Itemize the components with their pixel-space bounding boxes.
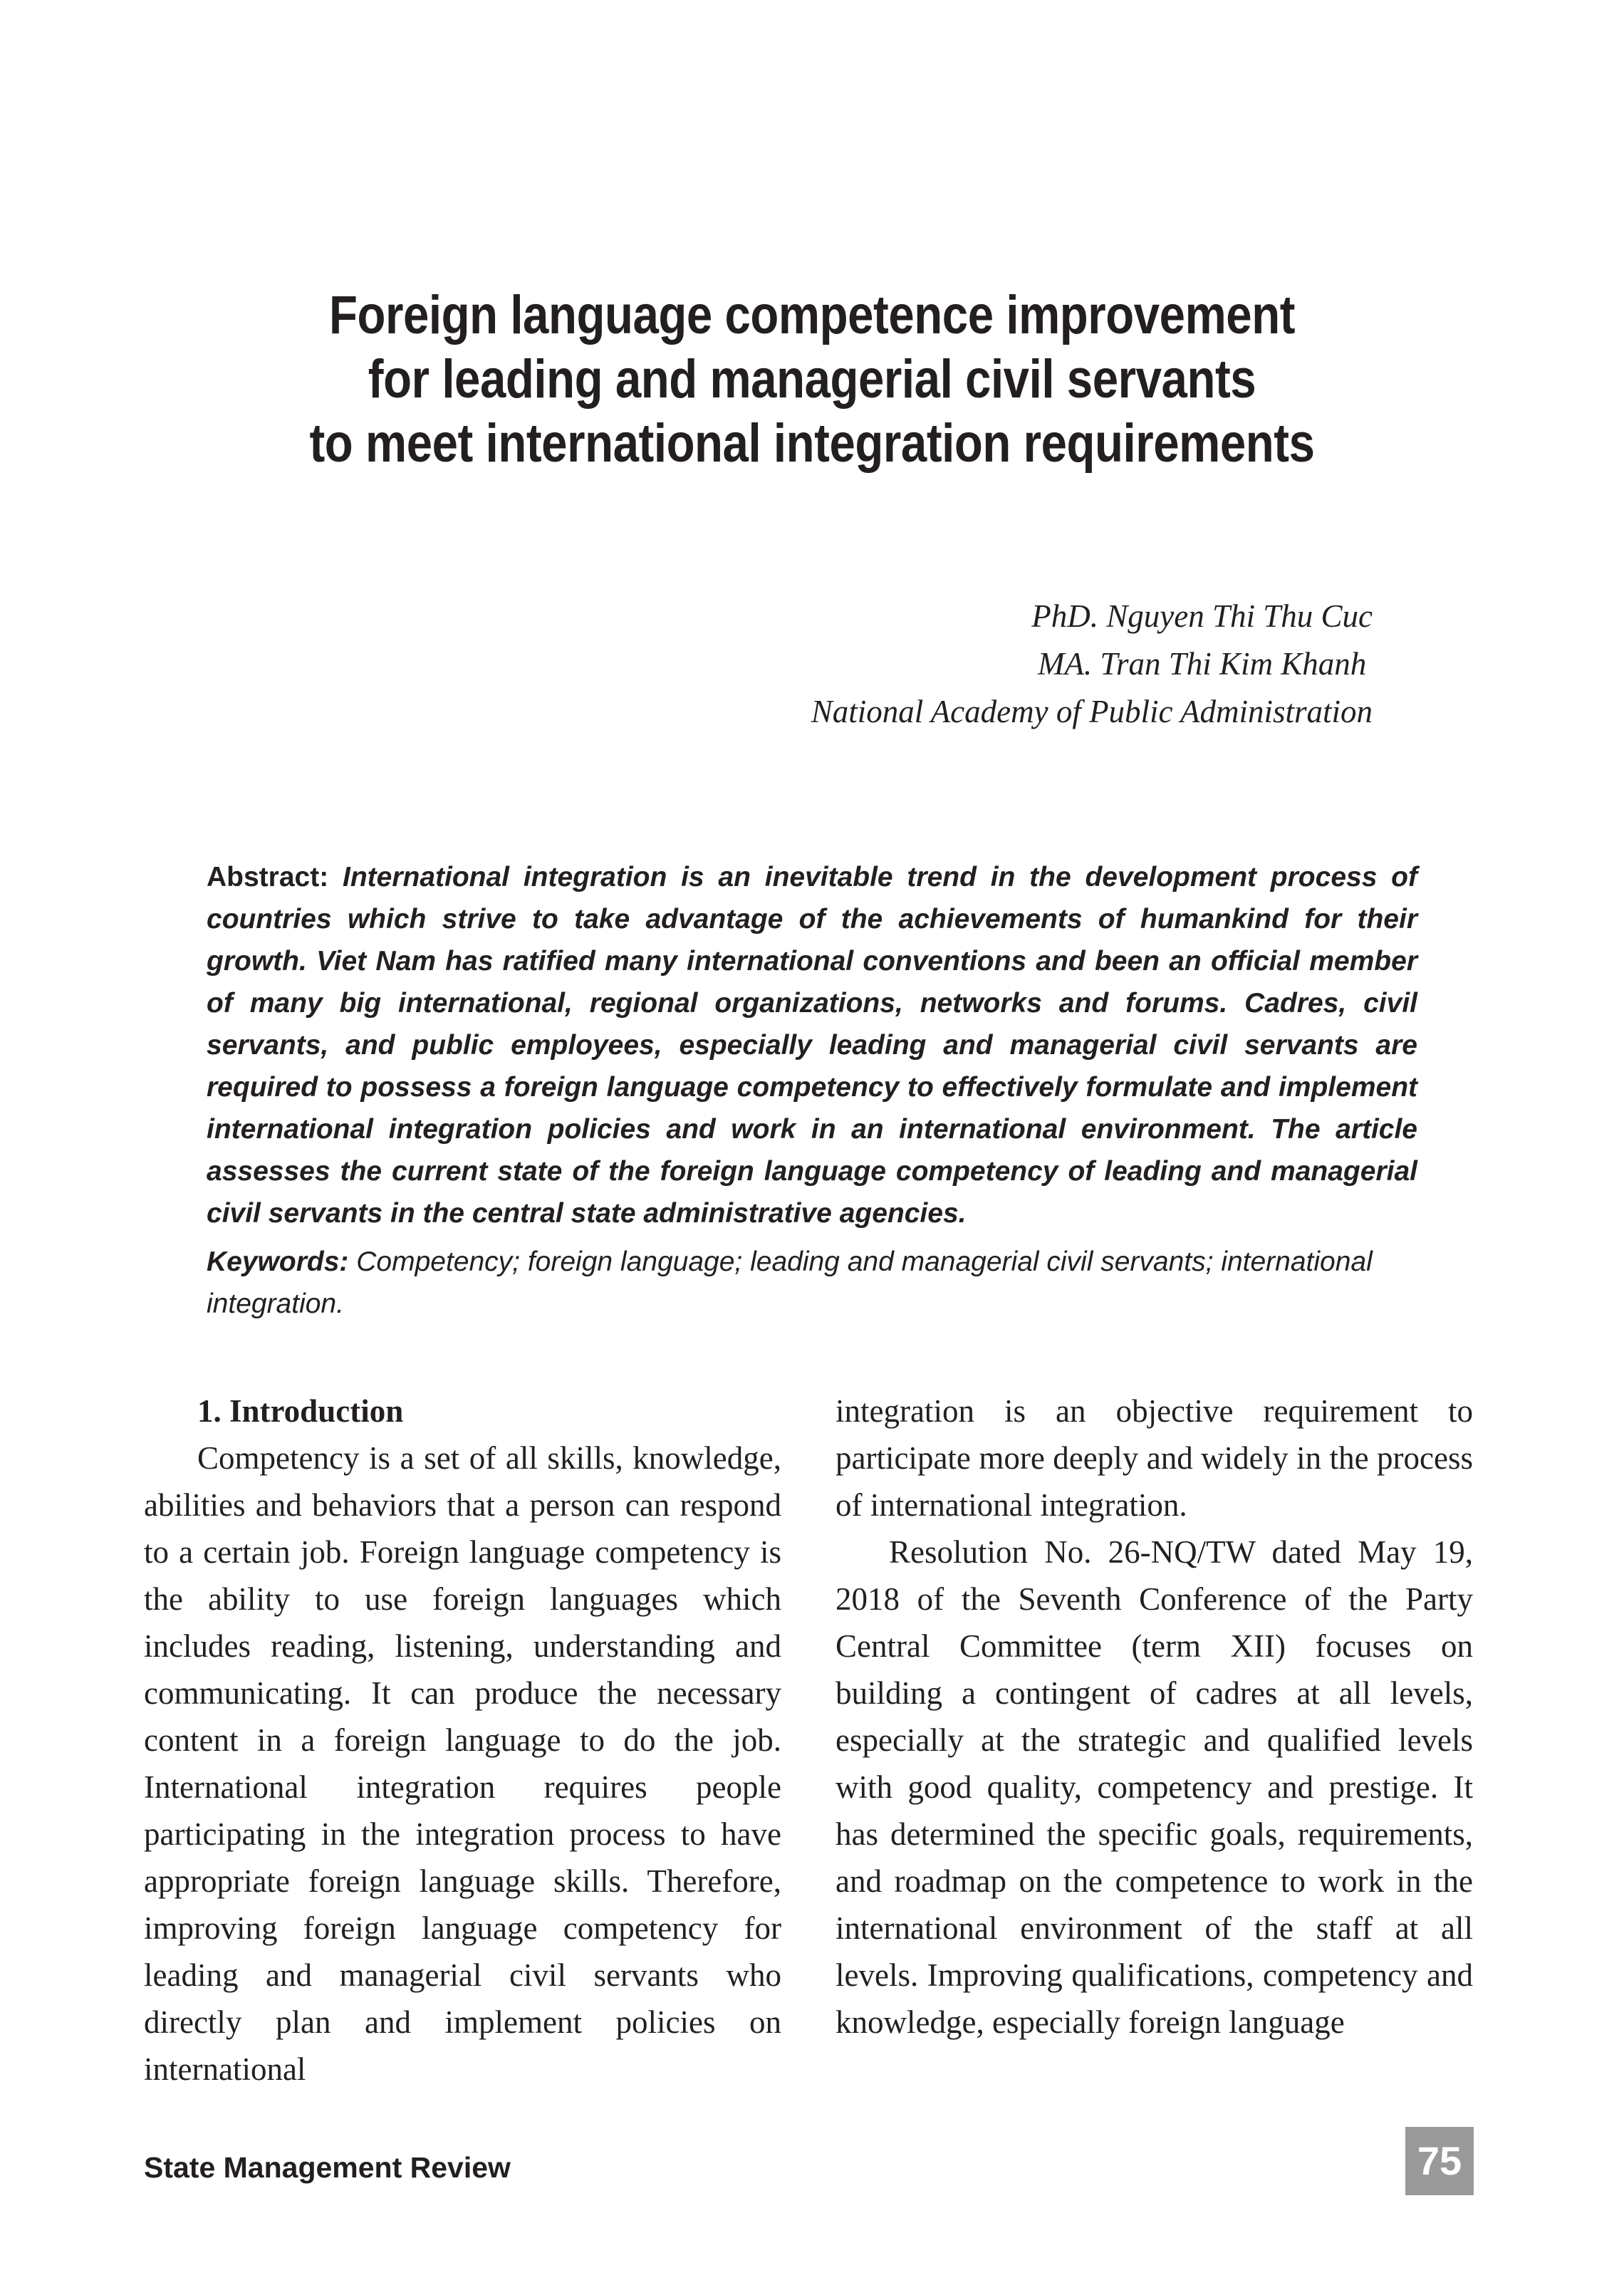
abstract-text: International integration is an inevitable trend in the development process of countries which strive to take advantage of the achievements of humankind for their growth. Viet Nam has ratified many international conventions and been an official member of many big international, regional organizations, networks and forums. Cadres, civil servants, and public employees, especially leading and managerial civil servants are required to possess a foreign language competency to effectively formulate and implement international integration policies and work in an international environment. The article assesses the current state of the foreign language competency of leading and managerial civil servants in the central state administrative agencies. (207, 862, 1417, 1229)
paragraph: integration is an objective requirement to participate more deeply and widely in the process of international integration. (836, 1393, 1473, 1523)
left-column (144, 1388, 781, 2093)
author-2: MA. Tran Thi Kim Khanh (1037, 646, 1367, 682)
section-heading-introduction: 1. Introduction (197, 1393, 404, 1429)
page-number: 75 (1405, 2127, 1474, 2195)
author-affiliation: National Academy of Public Administration (811, 694, 1373, 729)
paragraph: Resolution No. 26-NQ/TW dated May 19, 2018 of the Seventh Conference of the Party Central Committee (term XII) focuses on building a contingent of cadres at all levels, especially at the strategic and qualified levels with good quality, competency and prestige. It has determined the specific goals, requirements, and roadmap on the competence to work in the international environment of the staff at all levels. Improving qualifications, competency and knowledge, especially foreign language (836, 1534, 1473, 2040)
abstract (207, 856, 1417, 1234)
article-title (261, 283, 1363, 476)
author-block (811, 593, 1373, 736)
title-line-1: Foreign language competence improvement (328, 285, 1296, 345)
paragraph: Competency is a set of all skills, knowledge, abilities and behaviors that a person can respond to a certain job. Foreign language competency is the ability to use foreign languages which includes reading, listening, understanding and communicating. It can produce the necessary content in a foreign language to do the job. International integration requires people participating in the integration process to have appropriate foreign language skills. Therefore, improving foreign language competency for leading and managerial civil servants who directly plan and implement policies on international (144, 1440, 781, 2087)
title-line-3: to meet international integration requirements (309, 413, 1315, 474)
right-column (836, 1388, 1473, 2046)
journal-name: State Management Review (144, 2151, 511, 2184)
abstract-label: Abstract: (207, 862, 329, 892)
author-1: PhD. Nguyen Thi Thu Cuc (1031, 598, 1373, 634)
keywords (207, 1241, 1417, 1325)
title-line-2: for leading and managerial civil servants (368, 349, 1256, 410)
keywords-text: Competency; foreign language; leading and managerial civil servants; international integration. (207, 1246, 1373, 1319)
keywords-label: Keywords: (207, 1246, 349, 1277)
